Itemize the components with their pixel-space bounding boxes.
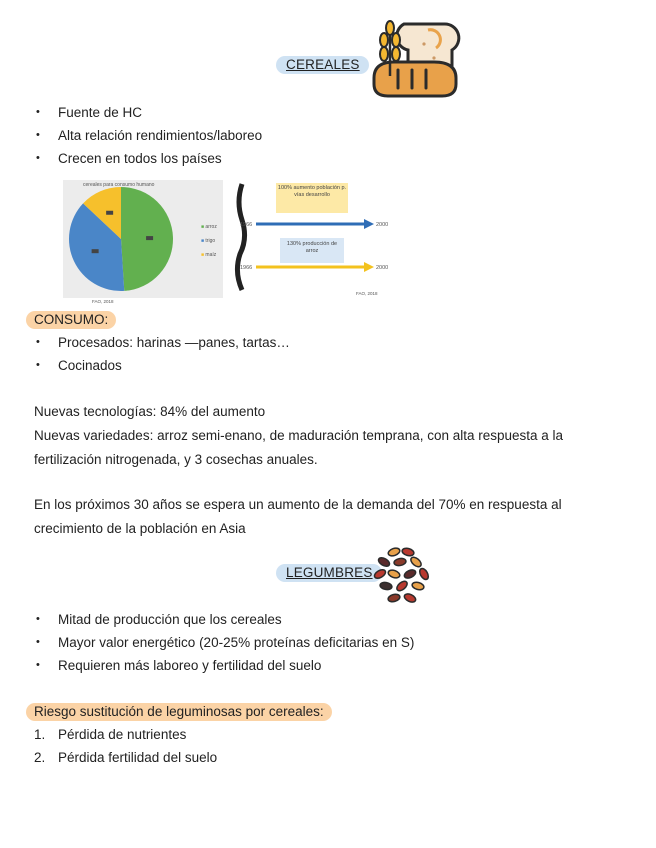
list-item: • Alta relación rendimientos/laboreo: [34, 124, 262, 147]
list-number: 1.: [34, 727, 46, 742]
consumo-bullet-list: [34, 331, 290, 377]
list-number: 2.: [34, 750, 46, 765]
timeline-year-start-1: 1966: [240, 222, 253, 228]
legumbres-heading: LEGUMBRES: [276, 564, 382, 582]
beans-icon: [372, 544, 434, 608]
list-item: • Crecen en todos los países: [34, 147, 262, 170]
timeline-box-population: 100% aumento población p. vías desarrollo: [276, 183, 348, 213]
list-item: • Requieren más laboreo y fertilidad del suelo: [34, 654, 414, 677]
paragraph-demand: En los próximos 30 años se espera un aumento de la demanda del 70% en respuesta al crecimiento de la población en Asia: [34, 497, 562, 536]
timeline-year-end-1: 2000: [376, 222, 389, 228]
legumbres-bullet-list: [34, 608, 414, 677]
riesgo-heading: Riesgo sustitución de leguminosas por cereales:: [26, 703, 332, 721]
consumo-heading: CONSUMO:: [26, 311, 116, 329]
list-item: • Cocinados: [34, 354, 290, 377]
list-item: • Fuente de HC: [34, 101, 262, 124]
legend-item-maiz: ■ maíz: [201, 252, 217, 258]
cereales-bullet-list: [34, 101, 262, 170]
pie-chart-figure: [63, 180, 223, 298]
pie-data-label-maíz: [106, 211, 113, 215]
pie-legend: [201, 224, 217, 266]
timeline-source: FAO, 2018: [356, 291, 378, 296]
pie-chart-title: cereales para consumo humano: [83, 182, 155, 188]
legend-label: maíz: [205, 252, 217, 258]
list-item: • Procesados: harinas —panes, tartas…: [34, 331, 290, 354]
timeline-year-start-2: 1966: [240, 265, 253, 271]
wheat-bread-icon: [368, 18, 464, 102]
legend-item-trigo: ■ trigo: [201, 238, 216, 244]
timeline-arrow-yellow: [256, 262, 376, 272]
timeline-box-rice: 130% producción de arroz: [280, 238, 344, 263]
timeline-year-end-2: 2000: [376, 265, 389, 271]
legend-label: arroz: [205, 224, 217, 230]
list-item: • Mayor valor energético (20-25% proteínas deficitarias en S): [34, 631, 414, 654]
list-item: • Mitad de producción que los cereales: [34, 608, 414, 631]
pie-source: FAO, 2018: [92, 299, 114, 304]
cereales-heading: CEREALES: [276, 56, 369, 74]
pie-data-label-arroz: [146, 236, 153, 240]
list-item-text: Pérdida de nutrientes: [58, 727, 187, 742]
paragraph-technologies: Nuevas tecnologías: 84% del aumento: [34, 404, 266, 419]
pie-chart: [63, 180, 223, 298]
legend-item-arroz: ■ arroz: [201, 224, 217, 230]
paragraph-varieties: Nuevas variedades: arroz semi-enano, de maduración temprana, con alta respuesta a la fertilización nitrogenada, y 3 cosechas anuales.: [34, 428, 564, 467]
legend-label: trigo: [205, 238, 216, 244]
timeline-arrow-blue: [256, 219, 376, 229]
riesgo-numbered-list: [34, 723, 217, 769]
list-item: [34, 723, 217, 746]
list-item-text: Pérdida fertilidad del suelo: [58, 750, 218, 765]
pie-data-label-trigo: [92, 249, 99, 253]
timeline-bracket: [234, 182, 253, 292]
list-item: [34, 746, 217, 769]
